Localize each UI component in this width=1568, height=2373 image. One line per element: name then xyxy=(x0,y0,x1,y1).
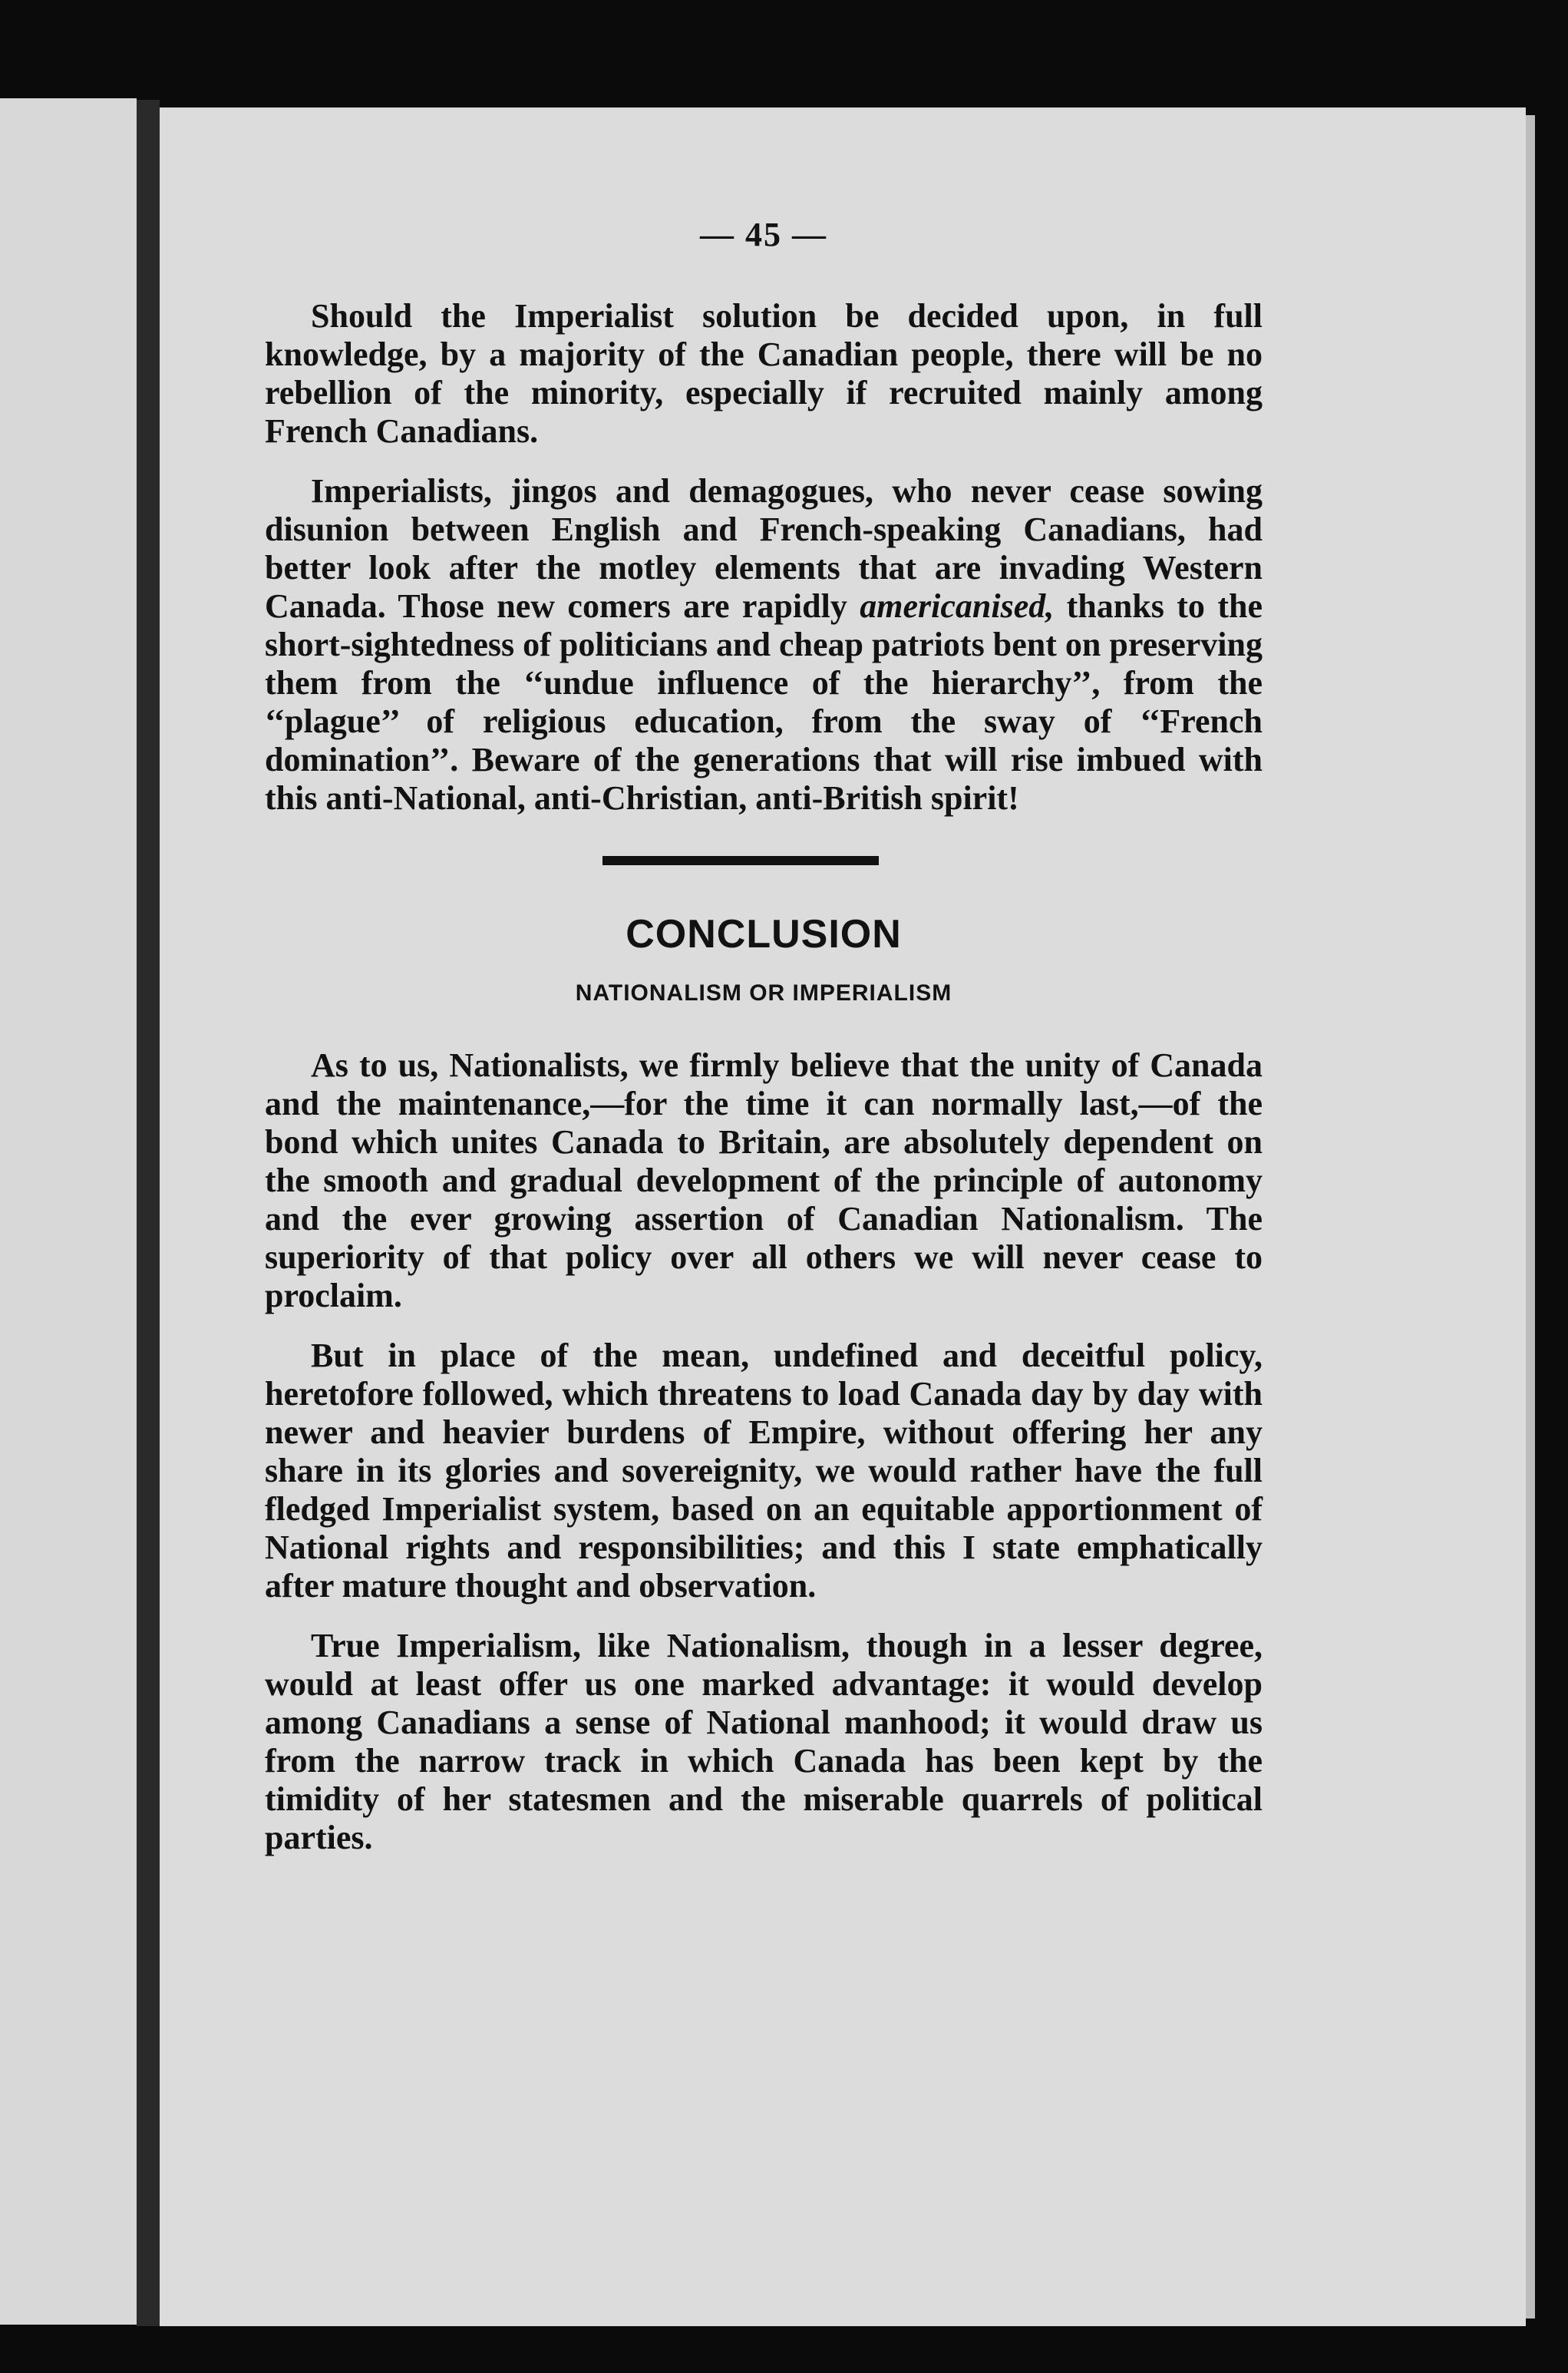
facing-page-edge xyxy=(0,98,137,2325)
paragraph: True Imperialism, like Nationalism, though in a lesser degree, would at least offer us one marked advantage: it would develop among Canadians a sense of National manhood; it would draw us from the narrow track in which Canada has been kept by the timidity of her statesmen and the miserable quarrels of political parties. xyxy=(265,1627,1263,1856)
section-heading: CONCLUSION xyxy=(626,912,902,957)
section-subheading: NATIONALISM OR IMPERIALISM xyxy=(575,980,952,1006)
scan-border xyxy=(0,2326,1568,2373)
section-divider xyxy=(602,856,879,865)
paragraph-text: thanks to the short-sightedness of politicians and cheap patriots bent on preserving them from the ‘‘undue influence of the hierarchy’’, from the ‘‘plague’’ of religious education, from the sway of ‘‘French domination’’. Beware of the generations that will rise imbued with this anti-National, anti-Christian, anti-British spirit! xyxy=(265,587,1263,817)
paragraph-text: Imperialists, jingos and demagogues, who never cease sowing disunion between English and French-speaking Canadians, had better look after the motley elements that are invading Western Canada. Those new comers are rapidly xyxy=(265,472,1263,625)
page-edge xyxy=(1526,115,1535,2318)
paragraph: But in place of the mean, undefined and deceitful policy, heretofore followed, which threatens to load Canada day by day with newer and heavier burdens of Empire, without offering her any share in its glories and sovereignity, we would rather have the full fledged Imperialist system, based on an equitable apportionment of National rights and responsibilities; and this I state emphatically after mature thought and observation. xyxy=(265,1337,1263,1605)
italic-word: americanised, xyxy=(860,587,1055,625)
book-spine xyxy=(137,100,160,2330)
paragraph: As to us, Nationalists, we firmly believe that the unity of Canada and the maintenance,—for the time it can normally last,—of the bond which unites Canada to Britain, are absolutely dependent on the smooth and gradual development of the principle of autonomy and the ever growing assertion of Canadian Nationalism. The superiority of that policy over all others we will never cease to proclaim. xyxy=(265,1046,1263,1314)
paragraph xyxy=(265,472,1263,818)
page-text xyxy=(265,215,1263,1879)
paragraph: Should the Imperialist solution be decided upon, in full knowledge, by a majority of the Canadian people, there will be no rebellion of the minority, especially if recruited mainly among French Canadians. xyxy=(265,297,1263,450)
page-number: — 45 — xyxy=(700,216,827,253)
